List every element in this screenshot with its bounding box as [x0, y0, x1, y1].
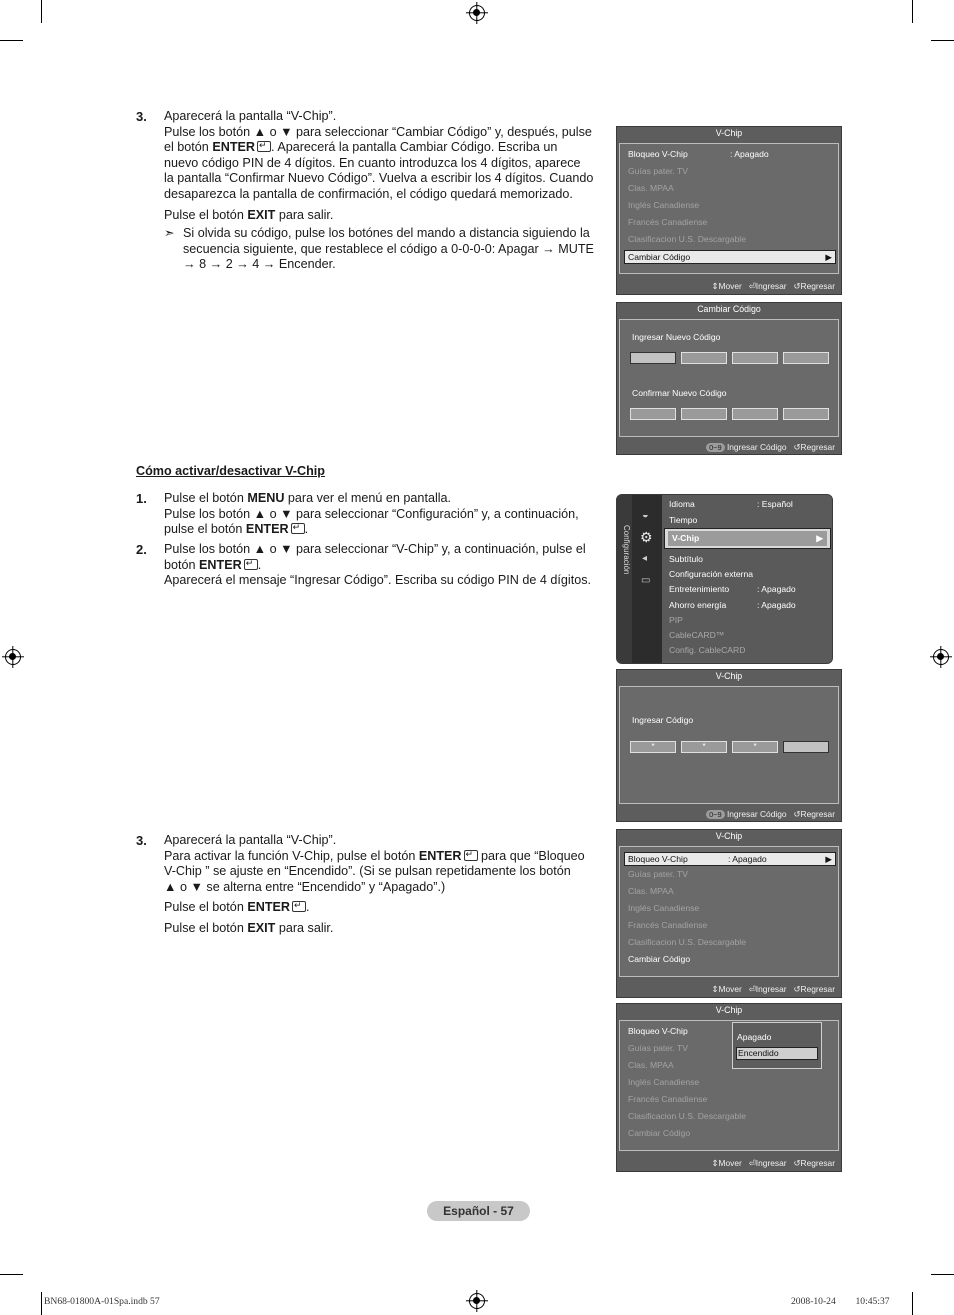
menu-item-bloqueo[interactable]: Bloqueo V-Chip	[628, 1026, 688, 1036]
option-encendido[interactable]: Encendido	[736, 1047, 818, 1060]
menu-item-ingles[interactable]: Inglés Canadiense	[628, 1077, 700, 1087]
step1-instructions: Pulse el botón MENU para ver el menú en pantalla. Pulse los botón ▲ o ▼ para seleccionar “Configuración” y, a continuación, pulse el botón ENTER↵ .	[164, 491, 609, 538]
menu-item-idioma[interactable]: Idioma	[669, 499, 695, 509]
menu-value: : Apagado	[757, 600, 796, 610]
menu-item-cablecard[interactable]: CableCARD™	[669, 630, 725, 640]
pin-box[interactable]	[630, 352, 676, 364]
step3b-instructions: Aparecerá la pantalla “V-Chip”. Para activar la función V-Chip, pulse el botón ENTER↵ para que “Bloqueo V-Chip ” se ajuste en “Encendido”. (Si se pulsan repetidamente los botón ▲ o ▼ se alterna entre “Encendido” y “Apagado”.) Pulse el botón ENTER↵ . Pulse el botón EXIT para salir.	[164, 833, 609, 937]
vchip-screen	[616, 1003, 842, 1172]
return-icon: ↺	[793, 442, 801, 452]
pin-box[interactable]	[732, 408, 778, 420]
enter-icon	[257, 141, 271, 152]
page-number: Español - 57	[427, 1201, 530, 1221]
crop-mark	[0, 40, 23, 41]
screen-footer: ⇕Mover ⏎Ingresar ↺Regresar	[711, 281, 835, 291]
note-text: Si olvida su código, pulse los botónes del mando a distancia siguiendo la secuencia siguiente, que restablece el código a 0-0-0-0: Apagar → MUTE → 8 → 2 → 4 → Encender.	[183, 226, 594, 272]
menu-item-tiempo[interactable]: Tiempo	[669, 515, 698, 525]
screen-footer: 0~9 Ingresar Código ↺Regresar	[706, 442, 835, 452]
registration-mark-icon	[5, 649, 21, 665]
note-arrow-icon: ➣	[164, 226, 175, 240]
crop-mark	[41, 0, 42, 23]
menu-item-cambiar-codigo[interactable]: Cambiar Código	[628, 954, 691, 964]
crop-mark	[912, 0, 913, 23]
pin-box[interactable]	[681, 408, 727, 420]
option-apagado[interactable]: Apagado	[737, 1032, 772, 1042]
step-number: 3.	[136, 109, 147, 124]
screen-title: V-Chip	[715, 671, 743, 681]
step2-instructions: Pulse los botón ▲ o ▼ para seleccionar “V-Chip” y, a continuación, pulse el botón ENTER↵ . Aparecerá el mensaje “Ingresar Código”. Escriba su código PIN de 4 dígitos.	[164, 542, 609, 589]
registration-mark-icon	[469, 1293, 485, 1309]
menu-value: : Apagado	[730, 149, 769, 159]
menu-item-frances[interactable]: Francés Canadiense	[628, 217, 708, 227]
arrow-right-icon: ▶	[816, 533, 823, 543]
pin-box[interactable]	[630, 408, 676, 420]
crop-mark	[931, 40, 954, 41]
menu-item-frances[interactable]: Francés Canadiense	[628, 920, 708, 930]
confirm-code-label: Confirmar Nuevo Código	[632, 388, 727, 398]
change-code-screen	[616, 302, 842, 455]
vchip-screen	[616, 829, 842, 998]
menu-item-ingles[interactable]: Inglés Canadiense	[628, 200, 700, 210]
side-label: Configuración	[622, 525, 631, 575]
screen-footer: ⇕Mover ⏎Ingresar ↺Regresar	[711, 984, 835, 994]
pin-box[interactable]	[783, 741, 829, 753]
menu-item-mpaa[interactable]: Clas. MPAA	[628, 886, 674, 896]
pin-box[interactable]	[681, 352, 727, 364]
return-icon: ↺	[793, 281, 801, 291]
menu-item-bloqueo[interactable]: Bloqueo V-Chip	[628, 149, 688, 159]
menu-item-cambiar-codigo[interactable]: Cambiar Código	[628, 1128, 691, 1138]
enter-icon	[464, 850, 478, 861]
menu-item-us-descargable[interactable]: Clasificacion U.S. Descargable	[628, 937, 746, 947]
updown-icon: ⇕	[711, 281, 719, 291]
updown-icon: ⇕	[711, 984, 719, 994]
screen-title: V-Chip	[715, 1005, 743, 1015]
enter-icon: ⏎	[748, 281, 756, 291]
enter-icon	[291, 523, 305, 534]
registration-mark-icon	[469, 5, 485, 21]
menu-item-us-descargable[interactable]: Clasificacion U.S. Descargable	[628, 234, 746, 244]
pin-box[interactable]: *	[732, 741, 778, 753]
menu-item-frances[interactable]: Francés Canadiense	[628, 1094, 708, 1104]
menu-item-ingles[interactable]: Inglés Canadiense	[628, 903, 700, 913]
return-icon: ↺	[793, 809, 801, 819]
menu-item-pip[interactable]: PIP	[669, 615, 683, 625]
screen-title: V-Chip	[715, 128, 743, 138]
enter-icon	[292, 901, 306, 912]
crop-mark	[912, 1292, 913, 1315]
app-icon[interactable]: ▭	[641, 575, 651, 586]
crop-mark	[931, 1274, 954, 1275]
bloqueo-dropdown[interactable]	[732, 1022, 822, 1069]
vchip-screen	[616, 126, 842, 295]
print-file-name: BN68-01800A-01Spa.indb 57	[44, 1296, 160, 1307]
menu-item-mpaa[interactable]: Clas. MPAA	[628, 1060, 674, 1070]
gear-icon[interactable]: ⚙	[640, 529, 653, 545]
enter-icon: ⏎	[748, 984, 756, 994]
step3-instructions: Aparecerá la pantalla “V-Chip”. Pulse los botón ▲ o ▼ para seleccionar “Cambiar Código” y, después, pulse el botón ENTER↵ . Aparecerá la pantalla Cambiar Código. Escriba un nuevo código PIN de 4 dígitos. En cuanto introduzca los 4 dígitos, aparece la pantalla “Confirmar Nuevo Código”. Vuelva a escribir los 4 dígitos. Cuando desaparezca la pantalla de confirmación, el código quedará memorizado. Pulse el botón EXIT para salir.	[164, 109, 609, 223]
menu-item-config-externa[interactable]: Configuración externa	[669, 569, 754, 579]
step-number: 1.	[136, 491, 147, 506]
digits-badge: 0~9	[706, 810, 725, 819]
enter-icon: ⏎	[748, 1158, 756, 1168]
updown-icon: ⇕	[711, 1158, 719, 1168]
enter-icon	[244, 559, 258, 570]
arrow-right-icon: ▶	[825, 854, 832, 864]
return-icon: ↺	[793, 1158, 801, 1168]
menu-value: : Apagado	[757, 584, 796, 594]
menu-item-vchip[interactable]: V-Chip ▶	[664, 528, 831, 549]
menu-item-us-descargable[interactable]: Clasificacion U.S. Descargable	[628, 1111, 746, 1121]
enter-code-screen	[616, 669, 842, 822]
return-icon: ↺	[793, 984, 801, 994]
print-timestamp: 2008-10-24 ￿￿ 10:45:37	[791, 1296, 890, 1307]
menu-item-config-cablecard[interactable]: Config. CableCARD	[669, 645, 746, 655]
pin-box[interactable]: *	[630, 741, 676, 753]
screen-footer: 0~9 Ingresar Código ↺Regresar	[706, 809, 835, 819]
arrow-right-icon: ▶	[825, 252, 832, 262]
menu-item-subtitulo[interactable]: Subtítulo	[669, 554, 703, 564]
section-heading: Cómo activar/desactivar V-Chip	[136, 464, 325, 478]
menu-item-ahorro[interactable]: Ahorro energía	[669, 600, 727, 610]
enter-code-label: Ingresar Código	[632, 715, 694, 725]
screen-footer: ⇕Mover ⏎Ingresar ↺Regresar	[711, 1158, 835, 1168]
new-code-label: Ingresar Nuevo Código	[632, 332, 721, 342]
step-number: 2.	[136, 542, 147, 557]
registration-mark-icon	[933, 649, 949, 665]
picture-icon[interactable]: ◒	[642, 509, 649, 521]
screen-title: Cambiar Código	[697, 304, 761, 314]
input-icon[interactable]: ◂	[642, 553, 648, 564]
digits-badge: 0~9	[706, 443, 725, 452]
screen-title: V-Chip	[715, 831, 743, 841]
pin-box[interactable]	[732, 352, 778, 364]
pin-box[interactable]	[783, 352, 829, 364]
menu-item-entretenimiento[interactable]: Entretenimiento	[669, 584, 730, 594]
setup-menu-screen	[616, 494, 833, 664]
step-number: 3.	[136, 833, 147, 848]
menu-item-cambiar-codigo[interactable]: Cambiar Código ▶	[624, 250, 836, 264]
pin-box[interactable]: *	[681, 741, 727, 753]
menu-item-mpaa[interactable]: Clas. MPAA	[628, 183, 674, 193]
menu-item-guias[interactable]: Guías pater. TV	[628, 166, 689, 176]
crop-mark	[0, 1274, 23, 1275]
menu-item-guias[interactable]: Guías pater. TV	[628, 1043, 689, 1053]
crop-mark	[41, 1292, 42, 1315]
menu-item-bloqueo[interactable]: Bloqueo V-Chip : Apagado ▶	[624, 852, 836, 866]
pin-box[interactable]	[783, 408, 829, 420]
menu-value: : Español	[757, 499, 793, 509]
menu-item-guias[interactable]: Guías pater. TV	[628, 869, 689, 879]
